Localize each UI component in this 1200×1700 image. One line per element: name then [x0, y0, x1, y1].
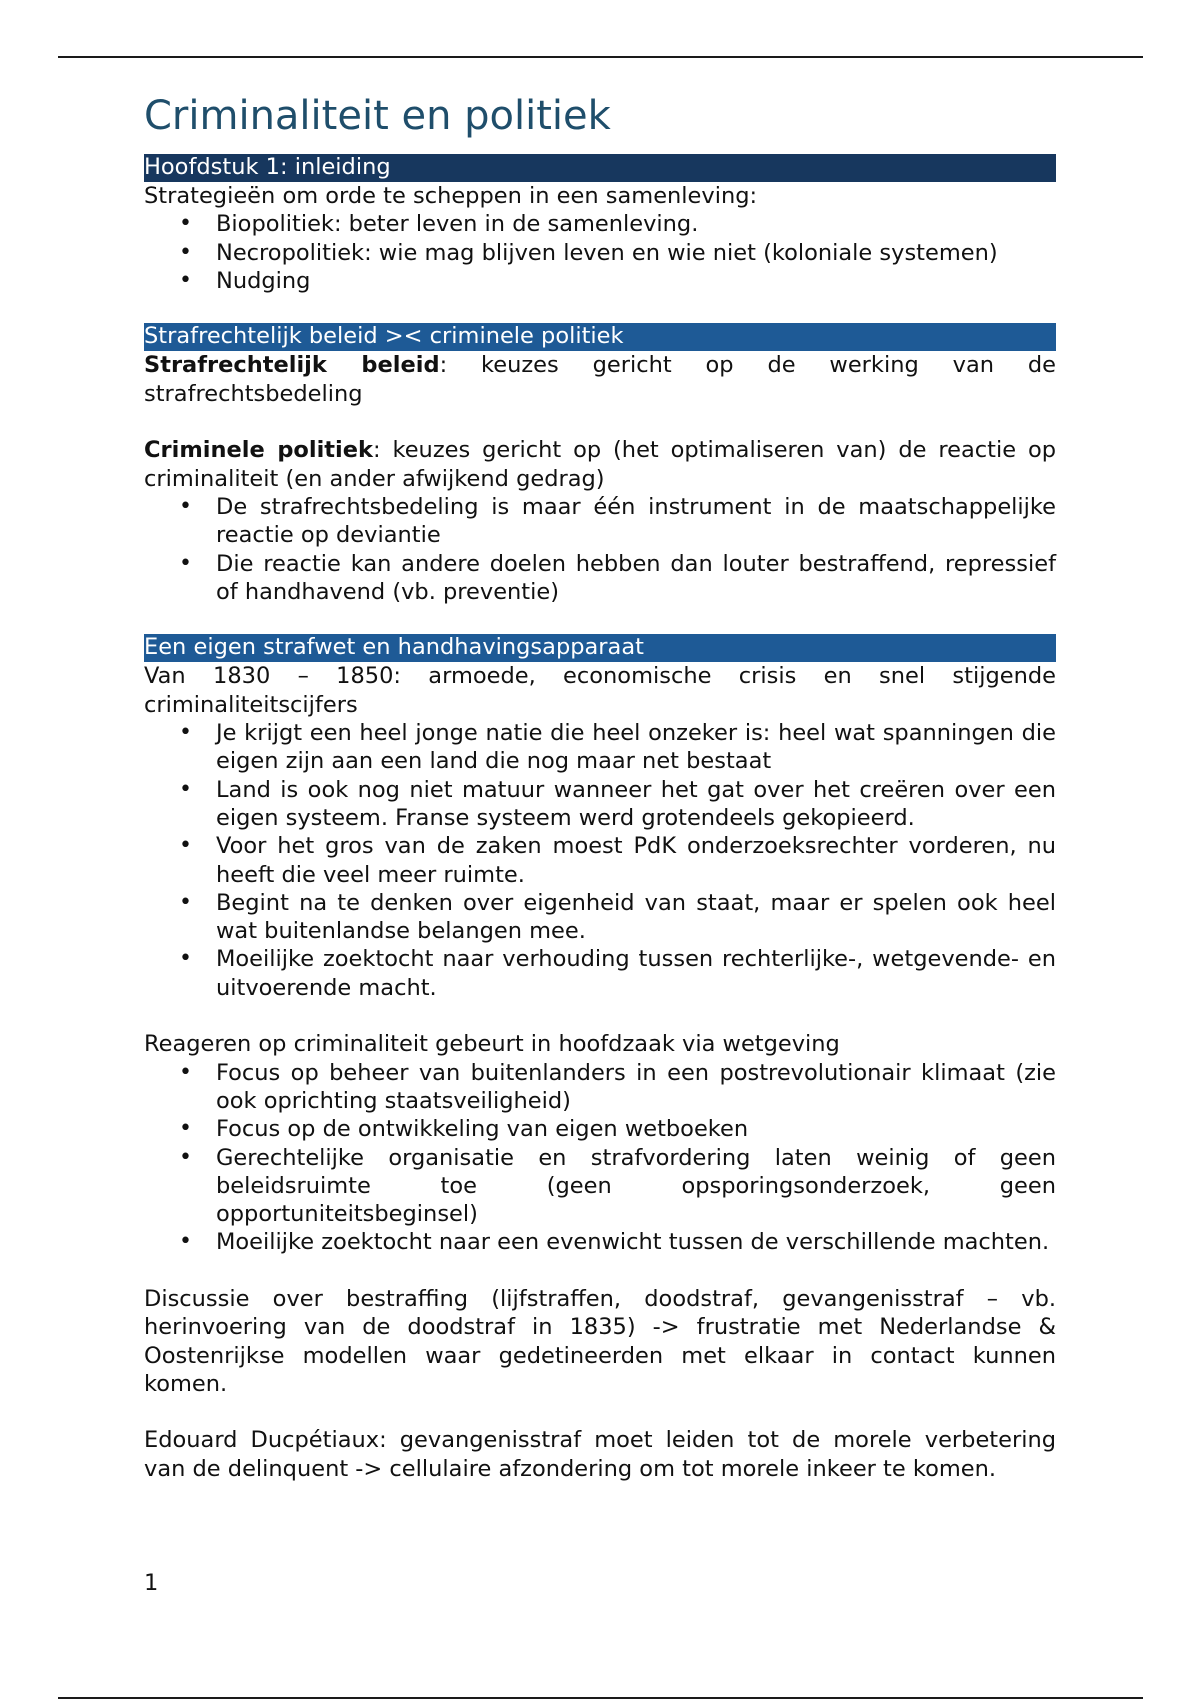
definition-criminele-politiek	[144, 436, 1056, 493]
footer-rule	[58, 1697, 1143, 1699]
section1-list	[144, 210, 1056, 295]
list-item: • Moeilijke zoektocht naar verhouding tussen rechterlijke-, wetgevende- en uitvoerende macht.	[144, 945, 1056, 1002]
list-item: • De strafrechtsbedeling is maar één instrument in de maatschappelijke reactie op deviantie	[144, 493, 1056, 550]
list-item: • Je krijgt een heel jonge natie die heel onzeker is: heel wat spanningen die eigen zijn aan een land die nog maar net bestaat	[144, 719, 1056, 776]
page-body	[144, 92, 1056, 1483]
section-heading-strafwet: Een eigen strafwet en handhavingsapparaat	[144, 634, 1056, 662]
section1-intro: Strategieën om orde te scheppen in een samenleving:	[144, 183, 758, 209]
list-item: • Nudging	[144, 267, 1056, 295]
section3-intro2: Reageren op criminaliteit gebeurt in hoofdzaak via wetgeving	[144, 1031, 840, 1058]
definition-strafrechtelijk-beleid	[144, 351, 1056, 408]
section-heading-inleiding: Hoofdstuk 1: inleiding	[144, 154, 1056, 182]
list-item: • Moeilijke zoektocht naar een evenwicht tussen de verschillende machten.	[144, 1228, 1056, 1256]
page-title: Criminaliteit en politiek	[144, 93, 611, 139]
section3-intro: Van 1830 – 1850: armoede, economische crisis en snel stijgende criminaliteitscijfers	[144, 663, 1056, 718]
list-item: • Focus op beheer van buitenlanders in een postrevolutionair klimaat (zie ook oprichting staatsveiligheid)	[144, 1059, 1056, 1116]
definition-text: : keuzes gericht op (het optimaliseren van) de reactie op criminaliteit (en ander afwijkend gedrag)	[144, 437, 1056, 492]
paragraph-ducpetiaux: Edouard Ducpétiaux: gevangenisstraf moet leiden tot de morele verbetering van de delinquent -> cellulaire afzondering om tot morele inkeer te komen.	[144, 1427, 1056, 1482]
section-heading-strafrechtelijk-beleid: Strafrechtelijk beleid >< criminele politiek	[144, 323, 1056, 351]
header-rule	[58, 56, 1143, 58]
list-item: • Die reactie kan andere doelen hebben dan louter bestraffend, repressief of handhavend (vb. preventie)	[144, 550, 1056, 607]
section2-list	[144, 493, 1056, 606]
section3-list	[144, 719, 1056, 1002]
list-item: • Necropolitiek: wie mag blijven leven en wie niet (koloniale systemen)	[144, 239, 1056, 267]
list-item: • Begint na te denken over eigenheid van staat, maar er spelen ook heel wat buitenlandse belangen mee.	[144, 889, 1056, 946]
term: Criminele politiek	[144, 437, 373, 464]
section3-list2	[144, 1059, 1056, 1257]
list-item: • Land is ook nog niet matuur wanneer het gat over het creëren over een eigen systeem. Franse systeem werd grotendeels gekopieerd.	[144, 776, 1056, 833]
list-item: • Biopolitiek: beter leven in de samenleving.	[144, 210, 1056, 238]
list-item: • Gerechtelijke organisatie en strafvordering laten weinig of geen beleidsruimte toe (geen opsporingsonderzoek, geen opportuniteitsbeginsel)	[144, 1144, 1056, 1229]
paragraph-bestraffing: Discussie over bestraffing (lijfstraffen, doodstraf, gevangenisstraf – vb. herinvoering van de doodstraf in 1835) -> frustratie met Nederlandse & Oostenrijkse modellen waar gedetineerden met elkaar in contact kunnen komen.	[144, 1285, 1056, 1397]
term: Strafrechtelijk beleid	[144, 352, 440, 379]
definition-text: : keuzes gericht op de werking van de strafrechtsbedeling	[144, 352, 1056, 407]
list-item: • Voor het gros van de zaken moest PdK onderzoeksrechter vorderen, nu heeft die veel meer ruimte.	[144, 832, 1056, 889]
page-number: 1	[144, 1570, 159, 1596]
list-item: • Focus op de ontwikkeling van eigen wetboeken	[144, 1115, 1056, 1143]
